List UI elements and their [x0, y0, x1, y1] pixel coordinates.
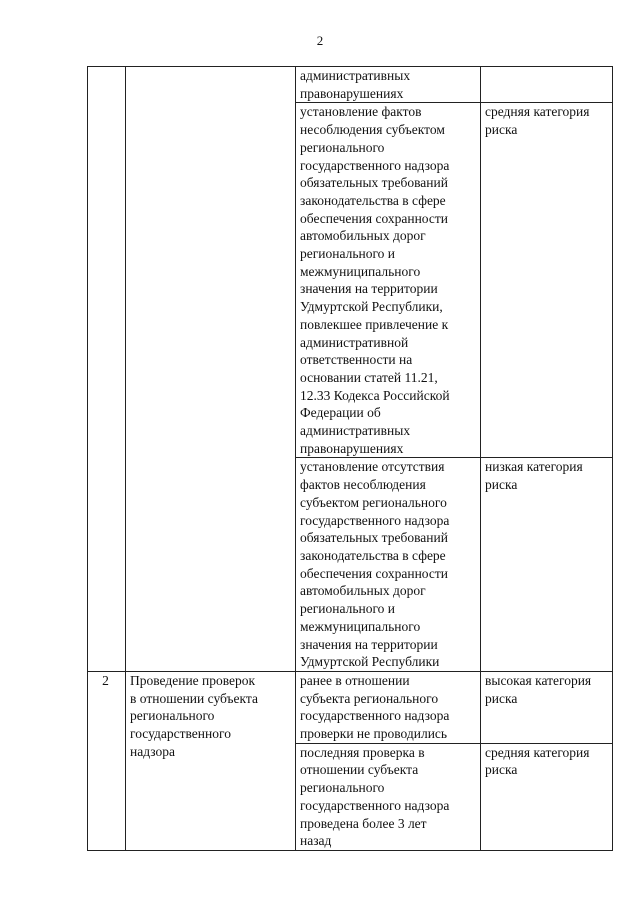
criteria-line: автомобильных дорог [300, 228, 426, 244]
criteria-cell [296, 743, 481, 850]
table-row [88, 671, 613, 743]
criteria-line: межмуниципального [300, 263, 421, 279]
row-number-cell [88, 67, 126, 672]
risk-category-line: риска [485, 122, 518, 138]
criteria-cell [296, 671, 481, 743]
criteria-cell [296, 458, 481, 671]
criteria-line: правонарушениях [300, 85, 404, 101]
criteria-line: законодательства в сфере [300, 192, 446, 208]
criteria-line: обеспечения сохранности [300, 210, 449, 226]
criteria-line: проведена более 3 лет [300, 815, 427, 831]
indicator-name-line: регионального [130, 708, 215, 724]
indicator-name-line: Проведение проверок [130, 672, 256, 688]
criteria-line: значения на территории [300, 636, 438, 652]
indicator-name-line: в отношении субъекта [130, 690, 258, 706]
risk-category-line: риска [485, 762, 518, 778]
risk-category-line: средняя категория [485, 104, 590, 120]
criteria-line: отношении субъекта [300, 762, 419, 778]
criteria-line: автомобильных дорог [300, 583, 426, 599]
criteria-line: фактов несоблюдения [300, 477, 426, 493]
risk-category-line: риска [485, 690, 518, 706]
criteria-line: регионального и [300, 246, 396, 262]
criteria-line: Федерации об [300, 405, 381, 421]
table-row [88, 67, 613, 103]
criteria-line: обязательных требований [300, 530, 448, 546]
risk-criteria-table [87, 66, 613, 851]
criteria-line: последняя проверка в [300, 744, 425, 760]
criteria-line: субъекта регионального [300, 690, 439, 706]
criteria-line: государственного надзора [300, 512, 450, 528]
risk-category-cell [481, 458, 613, 671]
criteria-line: основании статей 11.21, [300, 369, 438, 385]
criteria-line: государственного надзора [300, 157, 450, 173]
criteria-line: правонарушениях [300, 440, 404, 456]
row-number: 2 [102, 672, 109, 688]
indicator-name-cell [126, 67, 296, 672]
criteria-line: межмуниципального [300, 618, 421, 634]
criteria-line: административных [300, 68, 411, 83]
risk-category-line: низкая категория [485, 459, 583, 475]
risk-category-line: средняя категория [485, 744, 590, 760]
criteria-line: несоблюдения субъектом [300, 122, 445, 138]
criteria-line: субъектом регионального [300, 494, 447, 510]
criteria-line: государственного надзора [300, 708, 450, 724]
criteria-line: установление фактов [300, 104, 422, 120]
criteria-cell [296, 67, 481, 103]
risk-category-cell [481, 103, 613, 458]
criteria-line: регионального [300, 139, 385, 155]
criteria-line: обязательных требований [300, 175, 448, 191]
indicator-name-line: государственного [130, 726, 231, 742]
criteria-line: государственного надзора [300, 797, 450, 813]
risk-category-cell [481, 743, 613, 850]
criteria-line: проверки не проводились [300, 726, 448, 742]
risk-category-line: риска [485, 477, 518, 493]
risk-category-cell [481, 67, 613, 103]
page-number: 2 [316, 33, 324, 48]
criteria-line: Удмуртской Республики [300, 654, 440, 670]
criteria-line: 12.33 Кодекса Российской [300, 387, 450, 403]
indicator-name-line: надзора [130, 743, 175, 759]
criteria-line: регионального и [300, 601, 396, 617]
risk-category-cell [481, 671, 613, 743]
criteria-line: административной [300, 334, 409, 350]
row-number-cell [88, 671, 126, 850]
indicator-name-cell [126, 671, 296, 850]
criteria-line: законодательства в сфере [300, 547, 446, 563]
criteria-line: регионального [300, 780, 385, 796]
risk-category-line: высокая категория [485, 672, 592, 688]
criteria-line: административных [300, 423, 411, 439]
criteria-line: обеспечения сохранности [300, 565, 449, 581]
criteria-line: повлекшее привлечение к [300, 316, 449, 332]
criteria-line: ранее в отношении [300, 672, 410, 688]
criteria-line: значения на территории [300, 281, 438, 297]
criteria-line: ответственности на [300, 352, 413, 368]
criteria-line: установление отсутствия [300, 459, 445, 475]
criteria-line: назад [300, 833, 332, 849]
criteria-line: Удмуртской Республики, [300, 299, 443, 315]
criteria-cell [296, 103, 481, 458]
